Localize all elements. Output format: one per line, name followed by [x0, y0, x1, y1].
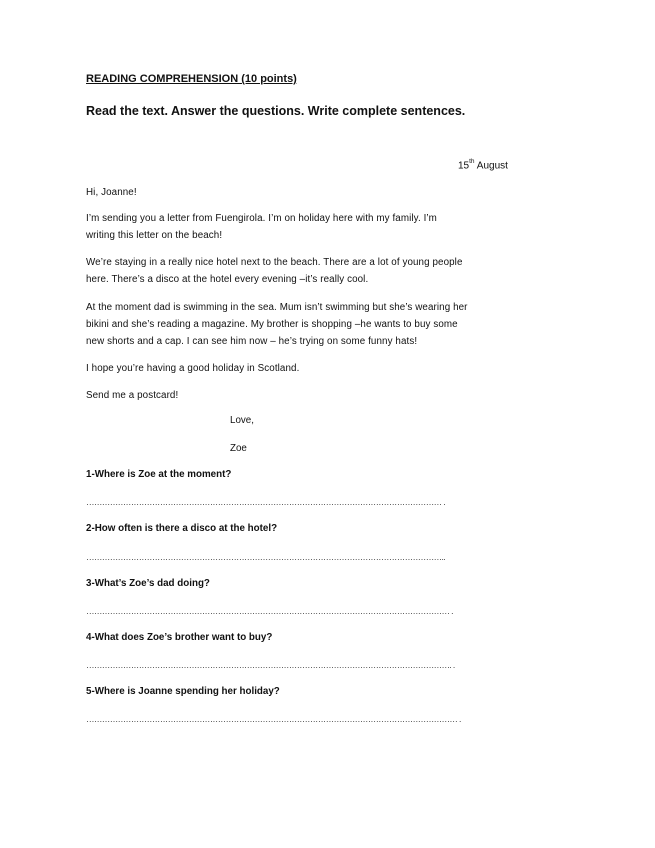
letter-paragraph-3: [86, 299, 468, 350]
date-day: 15: [458, 160, 470, 172]
letter-line: new shorts and a cap. I can see him now – he’s trying on some funny hats!: [86, 336, 418, 347]
letter-paragraph-2: [86, 254, 463, 288]
date-month: August: [474, 160, 508, 172]
question-1: 1-Where is Zoe at the moment?: [86, 469, 232, 480]
letter-paragraph-1: [86, 210, 437, 244]
letter-line: bikini and she’s reading a magazine. My brother is shopping –he wants to buy some: [86, 319, 458, 330]
instructions: Read the text. Answer the questions. Write complete sentences.: [86, 104, 466, 118]
answer-line-4[interactable]: …………………………………………………………………………………………………………………………. .: [86, 660, 455, 670]
question-3: 3-What’s Zoe’s dad doing?: [86, 578, 210, 589]
question-4: 4-What does Zoe’s brother want to buy?: [86, 632, 273, 643]
letter-line: here. There’s a disco at the hotel every evening –it’s really cool.: [86, 274, 369, 285]
letter-date: [458, 159, 508, 171]
letter-greeting: Hi, Joanne!: [86, 187, 137, 198]
worksheet-title: READING COMPREHENSION (10 points): [86, 73, 297, 85]
letter-closing: Love,: [230, 415, 254, 426]
letter-paragraph-4: I hope you’re having a good holiday in Scotland.: [86, 363, 300, 374]
answer-line-1[interactable]: ……………………………………………………………………………………………………………………… .: [86, 497, 446, 507]
answer-line-2[interactable]: ………………………………………………………………………………………………………………………..: [86, 552, 446, 562]
date-suffix: th: [469, 158, 475, 165]
answer-line-5[interactable]: …………………………………………………………………………………………………………………………… .: [86, 714, 461, 724]
question-2: 2-How often is there a disco at the hotel?: [86, 523, 278, 534]
question-5: 5-Where is Joanne spending her holiday?: [86, 686, 280, 697]
letter-line: At the moment dad is swimming in the sea. Mum isn’t swimming but she’s wearing her: [86, 302, 468, 313]
answer-line-3[interactable]: ………………………………………………………………………………………………………………………… .: [86, 606, 453, 616]
letter-signature: Zoe: [230, 443, 247, 454]
letter-line: We’re staying in a really nice hotel next to the beach. There are a lot of young people: [86, 257, 463, 268]
letter-paragraph-5: Send me a postcard!: [86, 390, 179, 401]
letter-line: writing this letter on the beach!: [86, 230, 223, 241]
letter-line: I’m sending you a letter from Fuengirola. I’m on holiday here with my family. I’m: [86, 213, 437, 224]
